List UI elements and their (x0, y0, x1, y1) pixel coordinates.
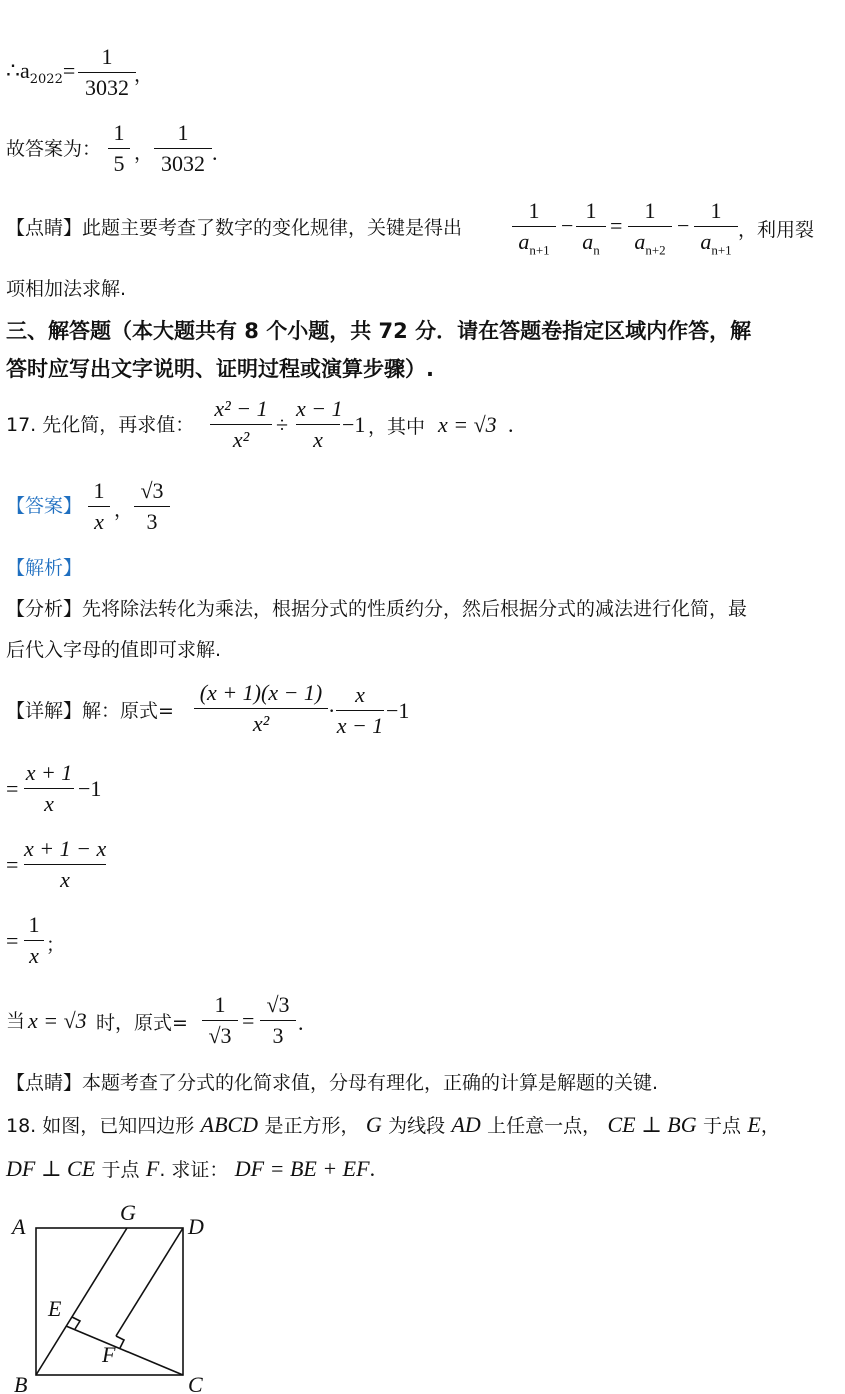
step1-fraction (24, 758, 74, 819)
q17-where: ，其中 (368, 416, 426, 438)
right-angle-e (72, 1317, 80, 1329)
period: . (212, 140, 218, 165)
comma: ， (134, 64, 154, 86)
therefore-text: ∴a (6, 58, 30, 83)
label-d: D (188, 1214, 204, 1239)
numerator: 1 (113, 120, 125, 145)
numerator: 1 (93, 478, 105, 503)
fenxi-line1: 【分析】先将除法转化为乘法，根据分式的性质约分，然后根据分式的减法进行化简，最 (6, 598, 748, 620)
denominator: x (60, 867, 70, 892)
var-f: F (145, 1156, 160, 1181)
text: 于点 (101, 1159, 140, 1181)
equals: = (6, 776, 19, 801)
q17-condition: x = √3 (438, 412, 497, 437)
period: . (298, 1010, 304, 1035)
step3-fraction (24, 910, 44, 971)
numerator: 1 (585, 198, 597, 223)
minus-one: −1 (342, 412, 366, 437)
dianjing-1-text: 【点睛】此题主要考查了数字的变化规律，关键是得出 (6, 217, 463, 239)
numerator: √3 (266, 992, 290, 1017)
denominator: x (29, 943, 39, 968)
numerator: √3 (140, 478, 164, 503)
var-ad: AD (451, 1112, 481, 1137)
minus: − (677, 213, 690, 238)
fraction-1-an2 (628, 196, 672, 265)
right-angle-f (116, 1336, 124, 1348)
numerator: 1 (28, 912, 40, 937)
subscript: n+1 (529, 242, 550, 258)
var-a: a (582, 229, 594, 254)
equals: = (242, 1008, 255, 1033)
denominator: 3 (146, 509, 158, 534)
subscript: n (593, 242, 600, 258)
var-g: G (365, 1112, 382, 1137)
text: 是正方形， (264, 1115, 360, 1137)
text: 于点 (703, 1115, 742, 1137)
answer-fraction-1 (88, 476, 110, 537)
label-g: G (120, 1200, 136, 1225)
var-a: a (700, 229, 712, 254)
numerator: 1 (101, 44, 113, 69)
label-c: C (188, 1372, 203, 1394)
text: 上任意一点， (487, 1115, 602, 1137)
numerator: x² − 1 (214, 396, 268, 421)
step4-fraction-2 (260, 990, 296, 1051)
xiangjie-label: 【详解】解：原式= (6, 700, 174, 722)
denominator: 5 (113, 151, 125, 176)
denominator: x (313, 427, 323, 452)
fraction-1-5 (108, 118, 130, 179)
xiangjie-fraction-1 (194, 678, 328, 739)
semicolon: ； (46, 934, 66, 956)
text: 为线段 (388, 1115, 446, 1137)
numerator: x (355, 682, 365, 707)
q17-fraction-1 (210, 394, 272, 455)
var-abcd: ABCD (200, 1112, 259, 1137)
equals: = (62, 58, 76, 83)
var-e: E (747, 1112, 761, 1137)
text: 18. 如图，已知四边形 (6, 1115, 195, 1137)
denominator: 3032 (85, 75, 129, 100)
minus: − (561, 213, 574, 238)
q17-fraction-2 (296, 394, 343, 455)
label-f: F (102, 1342, 116, 1367)
comma: ， (134, 142, 154, 164)
q18-line1 (6, 1112, 780, 1139)
fraction-1-an (576, 196, 606, 265)
perp-df-ce: DF ⊥ CE (6, 1156, 96, 1181)
step4-when: 当 (6, 1010, 26, 1032)
denominator: x (94, 509, 104, 534)
subscript: n+1 (711, 242, 732, 258)
step4-condition: x = √3 (28, 1008, 87, 1033)
xiangjie-fraction-2 (336, 680, 384, 741)
step4-text: 时，原式= (96, 1012, 188, 1034)
minus-one: −1 (78, 776, 102, 801)
text: . 求证： (159, 1159, 229, 1181)
denominator: x² (252, 711, 270, 736)
q17-text: 17. 先化简，再求值： (6, 414, 195, 436)
minus-one: −1 (386, 698, 410, 723)
denominator: 3032 (161, 151, 205, 176)
numerator: x + 1 − x (24, 836, 107, 861)
section-heading-line2: 答时应写出文字说明、证明过程或演算步骤）. (6, 357, 434, 381)
divide: ÷ (276, 412, 289, 437)
label-a: A (12, 1214, 26, 1239)
numerator: (x + 1)(x − 1) (199, 680, 323, 705)
section-heading-line1: 三、解答题（本大题共有 8 个小题，共 72 分．请在答题卷指定区域内作答，解 (6, 319, 752, 343)
numerator: 1 (710, 198, 722, 223)
square-figure (0, 1196, 240, 1394)
comma: ， (760, 1115, 780, 1137)
numerator: 1 (177, 120, 189, 145)
denominator: 3 (272, 1023, 284, 1048)
numerator: 1 (644, 198, 656, 223)
numerator: x − 1 (296, 396, 343, 421)
fraction-1-3032 (78, 42, 136, 103)
label-e: E (48, 1296, 62, 1321)
denominator: x² (232, 427, 250, 452)
comma: ， (114, 499, 134, 521)
fenxi-line2: 后代入字母的值即可求解. (6, 639, 222, 661)
equation-df: DF = BE + EF (234, 1156, 370, 1181)
fraction-1-3032-b (154, 118, 212, 179)
label-b: B (14, 1372, 28, 1394)
dianjing-1-tail: ，利用裂 (738, 219, 815, 241)
perp-ce-bg: CE ⊥ BG (607, 1112, 697, 1137)
equals: = (610, 213, 623, 238)
equals: = (6, 928, 19, 953)
subscript: 2022 (29, 72, 63, 87)
step2-fraction (24, 834, 106, 895)
dianjing-1-line2: 项相加法求解. (6, 278, 127, 300)
period: . (508, 412, 514, 437)
answer-summary-label: 故答案为： (6, 138, 102, 160)
numerator: x + 1 (25, 760, 73, 785)
equals: = (6, 852, 19, 877)
dot: · (328, 698, 336, 723)
fraction-1-an1 (512, 196, 556, 265)
denominator: x − 1 (336, 713, 384, 738)
fraction-1-an1-b (694, 196, 738, 265)
answer-label: 【答案】 (6, 495, 83, 517)
var-a: a (634, 229, 646, 254)
q18-line2 (6, 1156, 375, 1183)
dianjing-2: 【点睛】本题考查了分式的化简求值，分母有理化，正确的计算是解题的关键. (6, 1072, 659, 1094)
period: . (369, 1156, 376, 1181)
analysis-label: 【解析】 (6, 557, 83, 579)
subscript: n+2 (645, 242, 666, 258)
numerator: 1 (214, 992, 226, 1017)
segment-ce (66, 1326, 183, 1375)
denominator: √3 (208, 1023, 232, 1048)
var-a: a (518, 229, 530, 254)
denominator: x (44, 791, 54, 816)
numerator: 1 (528, 198, 540, 223)
line-a2022 (6, 58, 75, 93)
segment-df (116, 1228, 183, 1336)
step4-fraction-1 (202, 990, 238, 1051)
answer-fraction-2 (134, 476, 170, 537)
